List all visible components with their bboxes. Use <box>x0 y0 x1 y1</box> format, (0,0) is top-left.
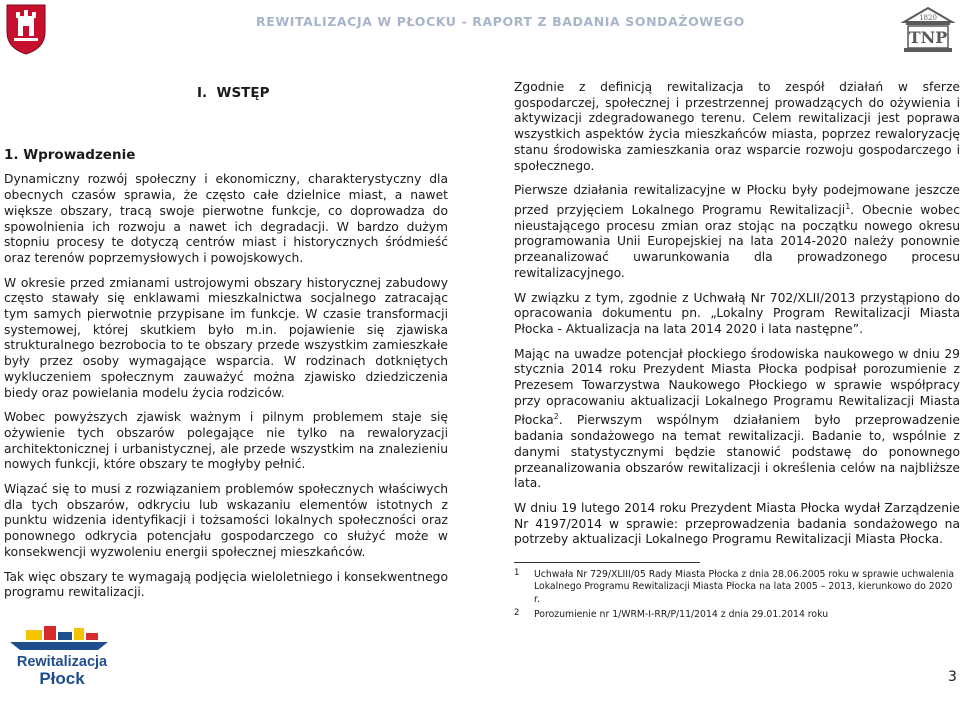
paragraph <box>514 183 960 281</box>
paragraph: Zgodnie z definicją rewitalizacja to zespół działań w sferze gospodarczej, społecznej i przestrzennej prowadzących do ożywienia i aktywizacji zdegradowanego terenu. Celem rewitalizacji jest poprawa wszystkich aspektów życia mieszkańców miasta, poprzez rewaloryzację stanu środowiska zamieszkania oraz wsparcie rozwoju gospodarczego i społecznego. <box>514 80 960 173</box>
chapter-heading: I. WSTĘP <box>197 85 270 101</box>
paragraph: Dynamiczny rozwój społeczny i ekonomiczny, charakterystyczny dla obecnych czasów sprawia, że często całe dzielnice miast, a nawet większe obszary, tracą swoje pierwotne funkcje, co doprowadza do spowolnienia ich rozwoju a nawet ich degradacji. W bardzo dużym stopniu procesy te dotyczą centrów miast i historycznych śródmieść oraz terenów poprzemysłowych i powojskowych. <box>4 172 448 265</box>
footnote-text: Porozumienie nr 1/WRM-I-RR/P/11/2014 z dnia 29.01.2014 roku <box>534 608 829 620</box>
paragraph-text: . Pierwszym wspólnym działaniem było przeprowadzenie badania sondażowego na temat rewitalizacji. Badanie to, wspólnie z danymi statystycznymi będzie stanowić podstawę do ponownego przeanalizowania obszarów rewitalizacji i określenia celów na najbliższe lata. <box>514 413 960 491</box>
paragraph: W dniu 19 lutego 2014 roku Prezydent Miasta Płocka wydał Zarządzenie Nr 4197/2014 w sprawie: przeprowadzenia badania sondażowego na potrzeby aktualizacji Lokalnego Programu Rewitalizacji Miasta Płocka. <box>514 501 960 547</box>
paragraph-text: . Obecnie wobec nieustającego procesu zmian oraz stojąc na początku nowego okresu programowania Unii Europejskiej na lata 2014-2020 należy ponownie przeanalizować uwarunkowania dla prowadzonego procesu rewitalizacyjnego. <box>514 203 960 280</box>
rewitalizacja-plock-logo-icon <box>4 626 120 694</box>
footnote-divider <box>514 562 700 563</box>
paragraph <box>514 347 960 492</box>
footnote-ref: 1 <box>845 201 851 211</box>
logo-word-1: Rewitalizacja <box>16 654 108 670</box>
logo-word-2: Płock <box>39 669 85 688</box>
paragraph: Wiązać się to musi z rozwiązaniem problemów społecznych właściwych dla tych obszarów, odkryciu lub wskazaniu elementów istotnych z punktu widzenia identyfikacji i tożsamości lokalnych społeczności oraz ponownego odkrycia potencjału gospodarczego co służyć może w konsekwencji wyzwoleniu energii społecznej mieszkańców. <box>4 482 448 559</box>
left-column <box>4 86 448 601</box>
footnote <box>514 609 960 621</box>
footnote-ref: 2 <box>553 412 559 422</box>
footnote-number: 2 <box>514 607 520 618</box>
paragraph: Wobec powyższych zjawisk ważnym i pilnym problemem staje się ożywienie tych obszarów polegające nie tylko na rewaloryzacji architektonicznej i urbanistycznej, ale przede wszystkim na znalezieniu nowych funkcji, które obszary te mogłyby pełnić. <box>4 410 448 472</box>
tnp-letters: TNP <box>908 28 948 47</box>
plock-coat-of-arms-icon <box>4 2 48 56</box>
section-heading: 1. Wprowadzenie <box>4 146 136 163</box>
paragraph: W okresie przed zmianami ustrojowymi obszary historycznej zabudowy często stawały się enklawami mieszkalnictwa socjalnego zatracając tym samych pierwotnie przypisane im funkcje. W czasie transformacji systemowej, której skutkiem było m.in. pojawienie się zjawiska strukturalnego bezrobocia to te obszary przede wszystkim zamieszkałe były przez osoby wymagające wsparcia. W rodzinach dotkniętych wykluczeniem społecznym zauważyć można zjawisko dziedziczenia biedy oraz powielania modelu życia rodziców. <box>4 275 448 400</box>
paragraph-text: Mając na uwadze potencjał płockiego środowiska naukowego w dniu 29 stycznia 2014 roku Prezydent Miasta Płocka podpisał porozumienie z Prezesem Towarzystwa Naukowego Płockiego w sprawie współpracy przy opracowaniu aktualizacji Lokalnego Programu Rewitalizacji Miasta Płocka <box>514 346 960 428</box>
paragraph-text: Pierwsze działania rewitalizacyjne w Płocku były podejmowane jeszcze przed przyjęciem Lokalnego Programu Rewitalizacji <box>514 183 960 218</box>
footnote-text: Uchwała Nr 729/XLIII/05 Rady Miasta Płocka z dnia 28.06.2005 roku w sprawie uchwalenia Lokalnego Programu Rewitalizacji Miasta Płocka na lata 2005 – 2013, kierunkowo do 2020 r. <box>534 569 955 605</box>
tnp-year: 1820 <box>919 14 937 22</box>
paragraph: W związku z tym, zgodnie z Uchwałą Nr 702/XLII/2013 przystąpiono do opracowania dokumentu pn. „Lokalny Program Rewitalizacji Miasta Płocka - Aktualizacja na lata 2014 2020 i lata następne”. <box>514 290 960 336</box>
report-header-title: REWITALIZACJA W PŁOCKU - RAPORT Z BADANIA SONDAŻOWEGO <box>256 14 745 29</box>
right-column <box>514 80 960 621</box>
footnote <box>514 569 960 606</box>
footnote-number: 1 <box>514 568 520 579</box>
page-number: 3 <box>948 669 957 685</box>
tnp-logo-icon <box>900 4 956 56</box>
paragraph: Tak więc obszary te wymagają podjęcia wieloletniego i konsekwentnego programu rewitalizacji. <box>4 569 448 600</box>
